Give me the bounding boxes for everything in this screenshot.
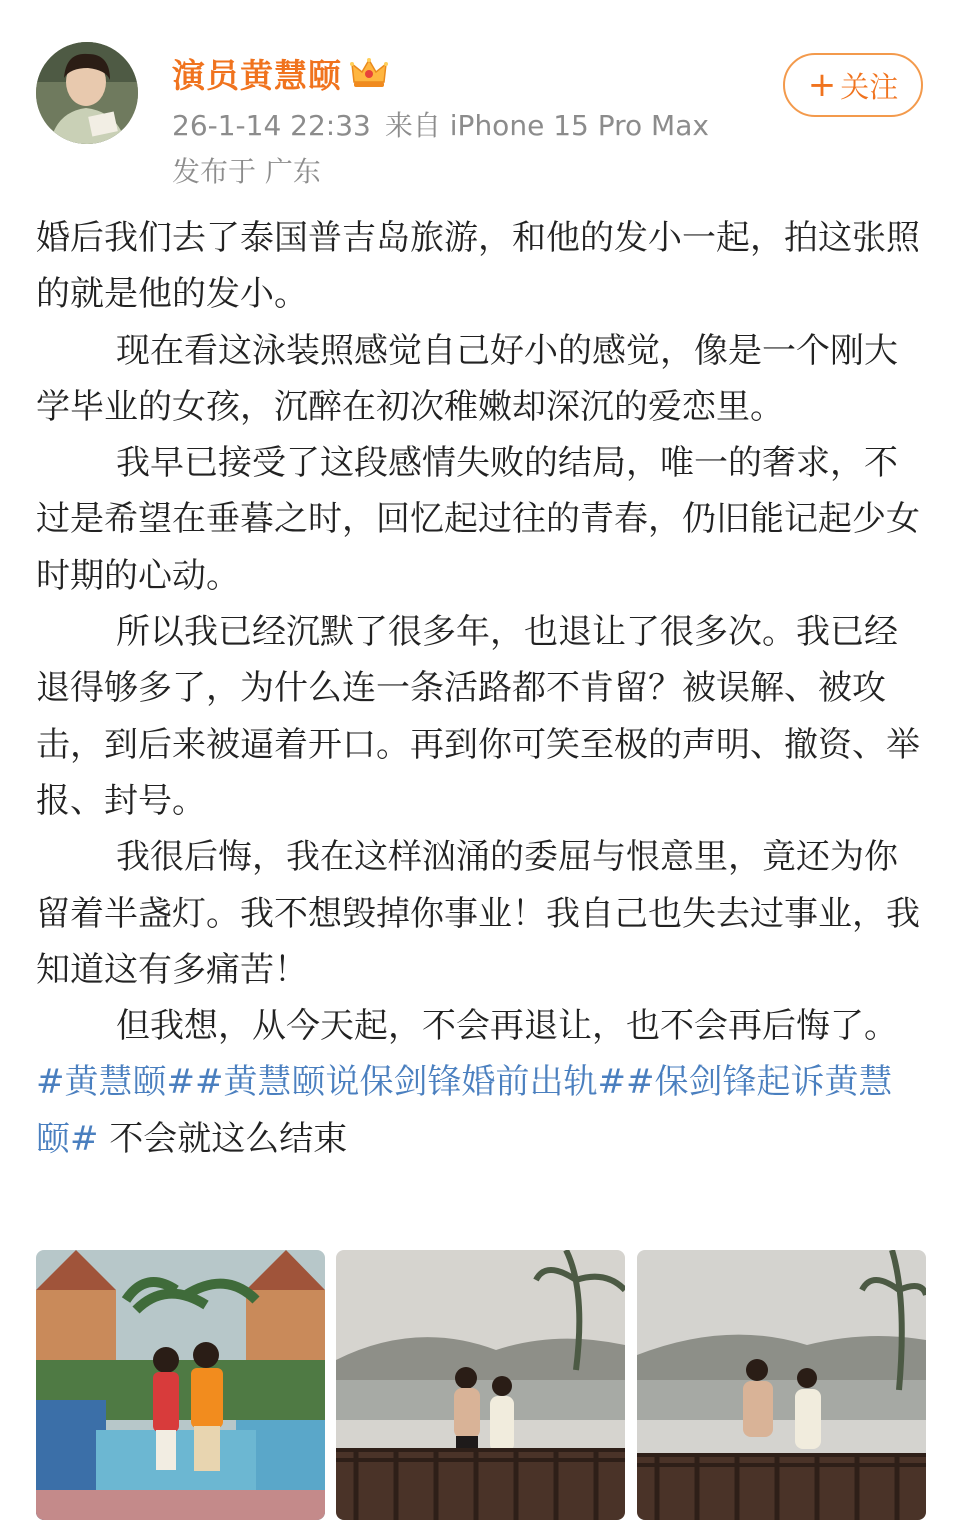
post-paragraph-text: 但我想，从今天起，不会再退让，也不会再后悔了。 bbox=[116, 1006, 898, 1047]
post-image[interactable] bbox=[336, 1250, 625, 1520]
crown-vip-icon[interactable] bbox=[350, 56, 388, 90]
post-image-grid bbox=[36, 1250, 926, 1508]
photo-swimwear-balcony-1 bbox=[336, 1250, 625, 1520]
follow-button[interactable] bbox=[783, 53, 923, 117]
post-paragraph: 现在看这泳装照感觉自己好小的感觉，像是一个刚大学毕业的女孩，沉醉在初次稚嫩却深沉的爱恋里。 bbox=[36, 330, 898, 427]
post-location: 发布于 广东 bbox=[172, 155, 321, 188]
post-paragraph: 所以我已经沉默了很多年，也退让了很多次。我已经退得够多了，为什么连一条活路都不肯留？被误解、被攻击，到后来被逼着开口。再到你可笑至极的声明、撤资、举报、封号。 bbox=[36, 612, 920, 821]
post-paragraph: 我很后悔，我在这样汹涌的委屈与恨意里，竟还为你留着半盏灯。我不想毁掉你事业！我自己也失去过事业，我知道这有多痛苦！ bbox=[36, 837, 920, 990]
post-timestamp: 26-1-14 22:33 bbox=[172, 109, 371, 142]
post-header bbox=[0, 0, 960, 200]
photo-swimwear-balcony-2 bbox=[637, 1250, 926, 1520]
post-paragraph: 我早已接受了这段感情失败的结局，唯一的奢求，不过是希望在垂暮之时，回忆起过往的青春，仍旧能记起少女时期的心动。 bbox=[36, 443, 920, 596]
post-image[interactable] bbox=[36, 1250, 325, 1520]
author-name-row bbox=[172, 50, 388, 96]
avatar-image bbox=[36, 42, 138, 144]
post-paragraph: 婚后我们去了泰国普吉岛旅游，和他的发小一起，拍这张照的就是他的发小。 bbox=[36, 218, 920, 315]
post-last-paragraph bbox=[36, 998, 926, 1167]
author-avatar[interactable] bbox=[36, 42, 138, 144]
hashtag-link[interactable]: #保剑锋起诉黄慧颐# bbox=[36, 1062, 893, 1159]
hashtag-link[interactable]: #黄慧颐# bbox=[36, 1062, 195, 1103]
photo-resort-pool bbox=[36, 1250, 325, 1520]
post-source: 来自 iPhone 15 Pro Max bbox=[384, 109, 709, 142]
post-text bbox=[36, 210, 926, 1167]
post-image[interactable] bbox=[637, 1250, 926, 1520]
author-name[interactable]: 演员黄慧颐 bbox=[172, 55, 342, 95]
post-tail-text: 不会就这么结束 bbox=[109, 1118, 348, 1159]
hashtag-link[interactable]: #黄慧颐说保剑锋婚前出轨# bbox=[194, 1062, 626, 1103]
plus-icon: + bbox=[807, 65, 837, 105]
post-meta bbox=[172, 104, 723, 144]
follow-label: 关注 bbox=[840, 69, 899, 104]
